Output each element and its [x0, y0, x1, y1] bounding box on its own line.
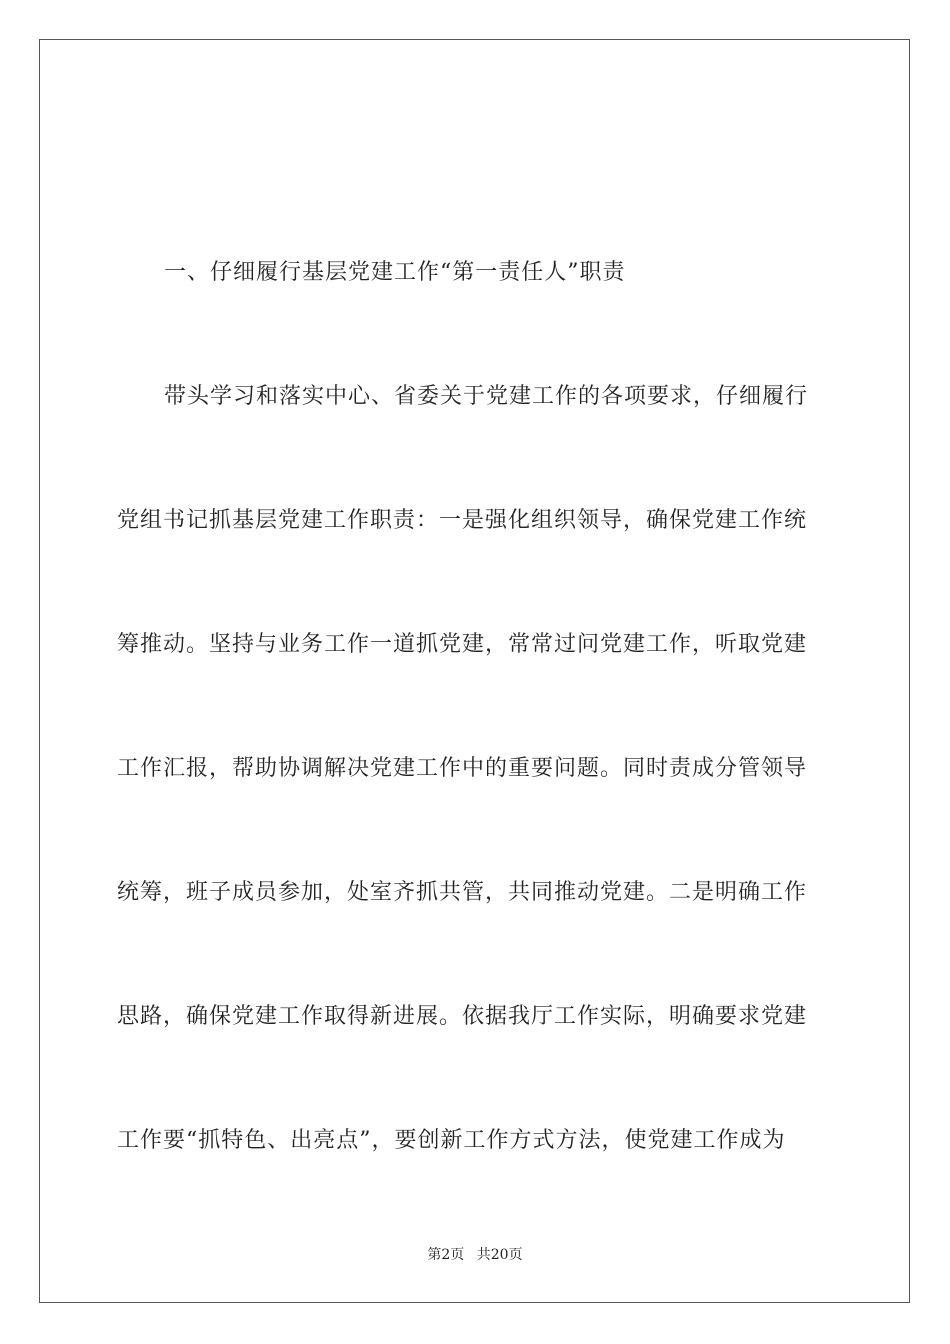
paragraph-line-7: 工作要“抓特色、出亮点”，要创新工作方式方法，使党建工作成为	[117, 1128, 786, 1153]
paragraph-line-6: 思路，确保党建工作取得新进展。依据我厅工作实际，明确要求党建	[117, 1004, 808, 1029]
section-heading: 一、仔细履行基层党建工作“第一责任人”职责	[164, 260, 626, 285]
page-total: 共20页	[476, 1247, 523, 1263]
paragraph-line-3: 筹推动。坚持与业务工作一道抓党建，常常过问党建工作，听取党建	[117, 632, 808, 657]
page-footer	[0, 1246, 950, 1264]
paragraph-line-4: 工作汇报，帮助协调解决党建工作中的重要问题。同时责成分管领导	[117, 756, 808, 781]
paragraph-line-5: 统筹，班子成员参加，处室齐抓共管，共同推动党建。二是明确工作	[117, 880, 808, 905]
paragraph-line-1: 带头学习和落实中心、省委关于党建工作的各项要求，仔细履行	[164, 384, 809, 409]
page-number: 第2页	[427, 1247, 465, 1263]
paragraph-line-2: 党组书记抓基层党建工作职责：一是强化组织领导，确保党建工作统	[117, 508, 808, 533]
page-border	[39, 39, 910, 1303]
